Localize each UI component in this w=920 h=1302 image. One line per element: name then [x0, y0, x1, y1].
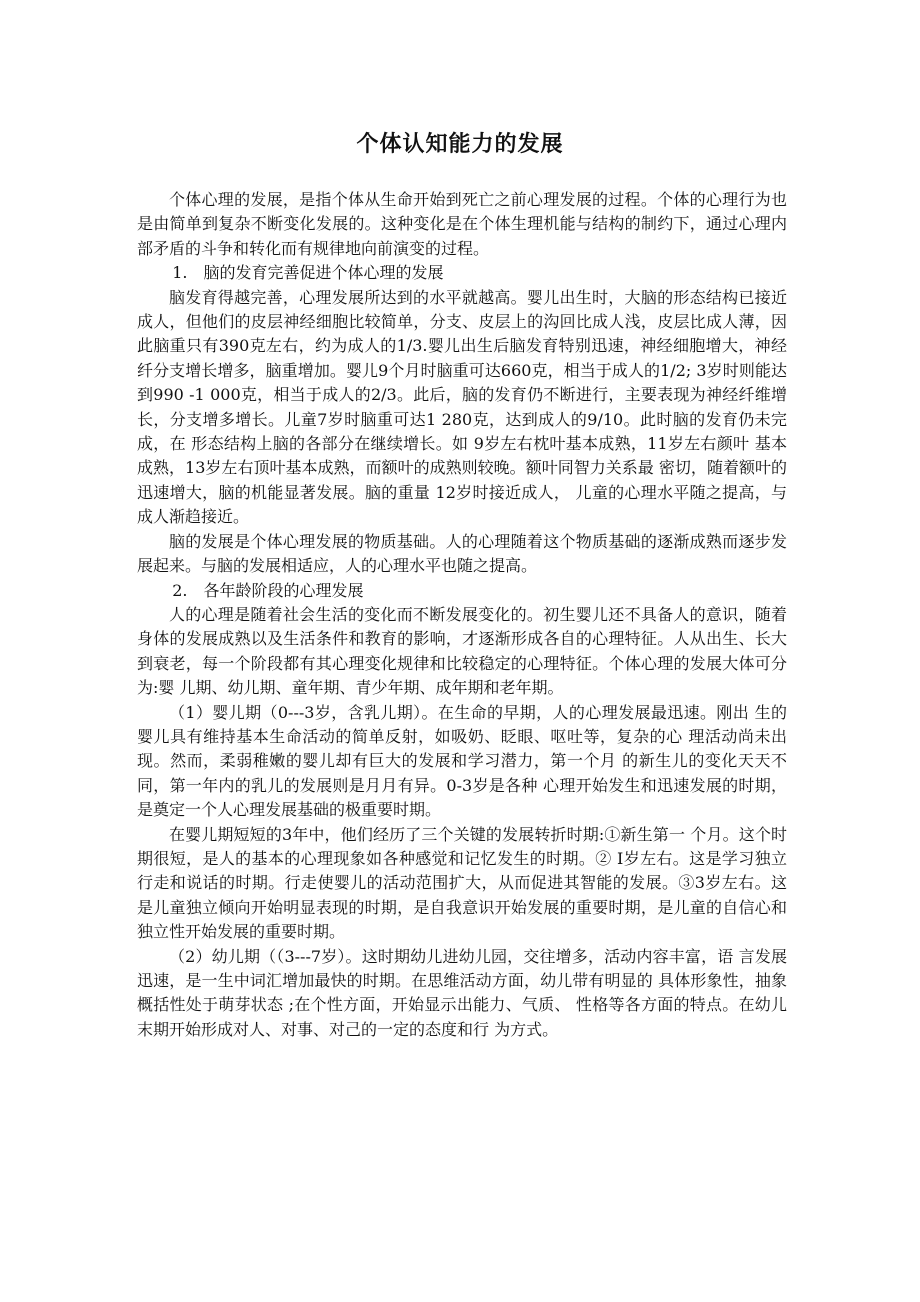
document-body	[137, 188, 787, 1042]
paragraph-brain-development: 脑发育得越完善，心理发展所达到的水平就越高。婴儿出生时，大脑的形态结构已接近成人，但他们的皮层神经细胞比较简单，分支、皮层上的沟回比成人浅，皮层比成人薄，因此脑重只有390克左右，约为成人的1/3.婴儿出生后脑发育特别迅速，神经细胞增大，神经纤分支增长增多，脑重增加。婴儿9个月时脑重可达660克，相当于成人的1/2; 3岁时则能达到990 -1 000克，相当于成人的2/3。此后，脑的发育仍不断进行，主要表现为神经纤维增长，分支增多增长。儿童7岁时脑重可达1 280克，达到成人的9/10。此时脑的发育仍未完成，在 形态结构上脑的各部分在继续增长。如 9岁左右枕叶基本成熟，11岁左右颜叶 基本成熟，13岁左右顶叶基本成熟，而额叶的成熟则较晚。额叶同智力关系最 密切，随着额叶的迅速增大，脑的机能显著发展。脑的重量 12岁时接近成人， 儿童的心理水平随之提高，与成人渐趋接近。	[137, 287, 787, 527]
paragraph-brain-foundation: 脑的发展是个体心理发展的物质基础。人的心理随着这个物质基础的逐渐成熟而逐步发展起来。与脑的发展相适应，人的心理水平也随之提高。	[137, 531, 787, 576]
document-title: 个体认知能力的发展	[356, 131, 564, 157]
paragraph-early-childhood: （2）幼儿期（（3---7岁）。这时期幼儿进幼儿园，交往增多，活动内容丰富，语 言发展迅速，是一生中词汇增加最快的时期。在思维活动方面，幼儿带有明显的 具体形象性，抽象概括性处于萌芽状态 ;在个性方面，开始显示出能力、气质、 性格等各方面的特点。在幼儿末期开始形成对人、对事、对己的一定的态度和行 为方式。	[137, 946, 787, 1039]
section-heading-brain: 1. 脑的发育完善促进个体心理的发展	[172, 263, 444, 283]
paragraph-infancy-turning-points: 在婴儿期短短的3年中，他们经历了三个关键的发展转折时期:①新生第一 个月。这个时期很短，是人的基本的心理现象如各种感觉和记忆发生的时期。② I岁左右。这是学习独立行走和说话的时期。行走使婴儿的活动范围扩大，从而促进其智能的发展。③3岁左右。这是儿童独立倾向开始明显表现的时期，是自我意识开始发展的重要时期，是儿童的自信心和独立性开始发展的重要时期。	[137, 824, 787, 942]
section-heading-age-stages: 2. 各年龄阶段的心理发展	[172, 580, 364, 600]
paragraph-age-stages: 人的心理是随着社会生活的变化而不断发展变化的。初生婴儿还不具备人的意识，随着身体的发展成熟以及生活条件和教育的影响，才逐渐形成各自的心理特征。人从出生、长大到衰老，每一个阶段都有其心理变化规律和比较稳定的心理特征。个体心理的发展大体可分为:婴 儿期、幼儿期、童年期、青少年期、成年期和老年期。	[137, 604, 787, 698]
paragraph-intro: 个体心理的发展，是指个体从生命开始到死亡之前心理发展的过程。个体的心理行为也是由简单到复杂不断变化发展的。这种变化是在个体生理机能与结构的制约下，通过心理内部矛盾的斗争和转化而有规律地向前演变的过程。	[137, 190, 787, 258]
paragraph-infancy: （1）婴儿期（0---3岁，含乳儿期）。在生命的早期，人的心理发展最迅速。刚出 生的婴儿具有维持基本生命活动的简单反射，如吸奶、眨眼、呕吐等，复杂的心 理活动尚未出现。然而，柔弱稚嫩的婴儿却有巨大的发展和学习潜力，第一个月 的新生儿的变化天天不同，第一年内的乳儿的发展则是月月有异。0-3岁是各种 心理开始发生和迅速发展的时期，是奠定一个人心理发展基础的极重要时期。	[137, 702, 787, 820]
